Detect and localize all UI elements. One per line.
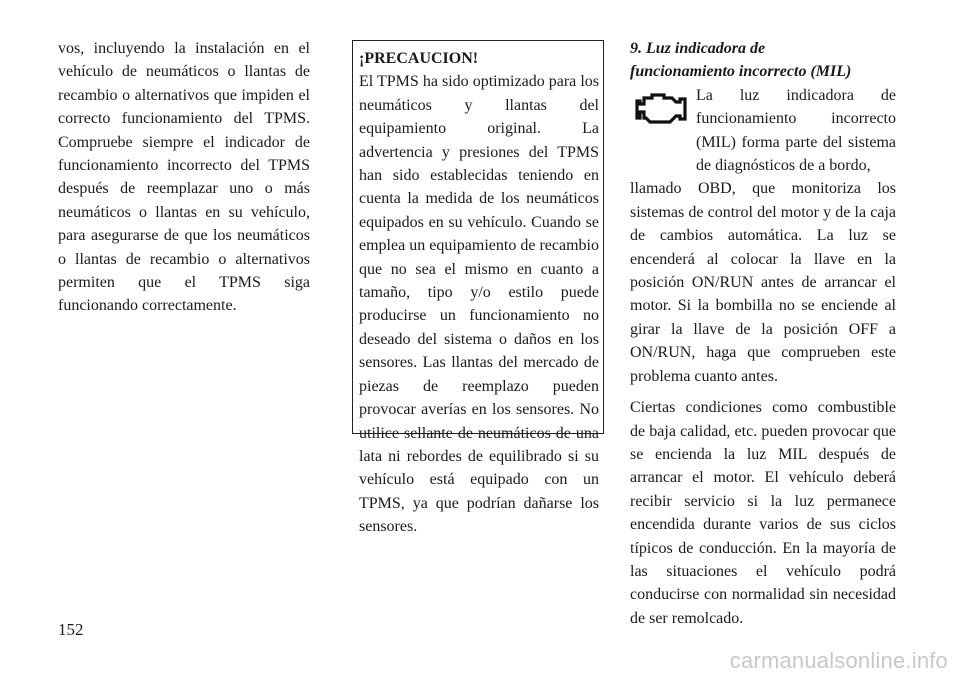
watermark: carmanualsonline.info (729, 648, 948, 673)
caution-heading: ¡PRECAUCION! (359, 50, 479, 67)
page-number: 152 (58, 620, 84, 639)
left-column (58, 37, 310, 318)
mil-body-text: llamado OBD, que monitoriza los sistemas de control del motor y de la caja de cambios automática. La luz se encenderá al colocar la llave en la posición ON/RUN antes de arrancar el motor. Si la bombilla no se enciende al girar la llave de la posición OFF a ON/RUN, haga que comprueben este problema cuanto antes. (630, 180, 896, 385)
mil-paragraph-block (630, 84, 896, 630)
section-title (630, 37, 896, 84)
section-title-line1: 9. Luz indicadora de (630, 40, 766, 57)
right-column (630, 37, 896, 630)
caution-text: El TPMS ha sido optimizado para los neumáticos y llantas del equipamiento original. La advertencia y presiones del TPMS han sido establecidas teniendo en cuenta la medida de los neumáticos equipados en su vehículo. Cuando se emplea un equipamiento de recambio que no sea el mismo en cuanto a tamaño, tipo y/o estilo puede producirse un funcionamiento no deseado del sistema o daños en los sensores. Las llantas del mercado de piezas de reemplazo pueden provocar averías en los sensores. No utilice sellante de neumáticos de una lata ni rebordes de equilibrado si su vehículo está equipado con un TPMS, ya que podrían dañarse los sensores. (359, 73, 599, 536)
section-title-line2: funcionamiento incorrecto (MIL) (630, 63, 852, 81)
mil-conditions-text: Ciertas condiciones como combustible de baja calidad, etc. pueden provocar que se encienda la luz MIL después de arrancar el motor. El vehículo deberá recibir servicio si la luz permanece encendida durante varios de sus ciclos típicos de conducción. En la mayoría de las situaciones el vehículo podrá conducirse con normalidad sin necesidad de ser remolcado. (630, 399, 896, 627)
caution-box (352, 40, 604, 536)
mil-intro-text: La luz indicadora de funcionamiento incorrecto (MIL) forma parte del sistema de diagnósticos de a bordo, (696, 86, 896, 175)
engine-check-icon (634, 90, 690, 130)
left-column-text: vos, incluyendo la instalación en el vehículo de neumáticos o llantas de recambio o alternativos que impiden el correcto funcionamiento del TPMS. Compruebe siempre el indicador de funcionamiento incorrecto del TPMS después de reemplazar uno o más neumáticos o llantas en su vehículo, para asegurarse de que los neumáticos o llantas de recambio o alternativos permiten que el TPMS siga funcionando correctamente. (58, 40, 310, 315)
